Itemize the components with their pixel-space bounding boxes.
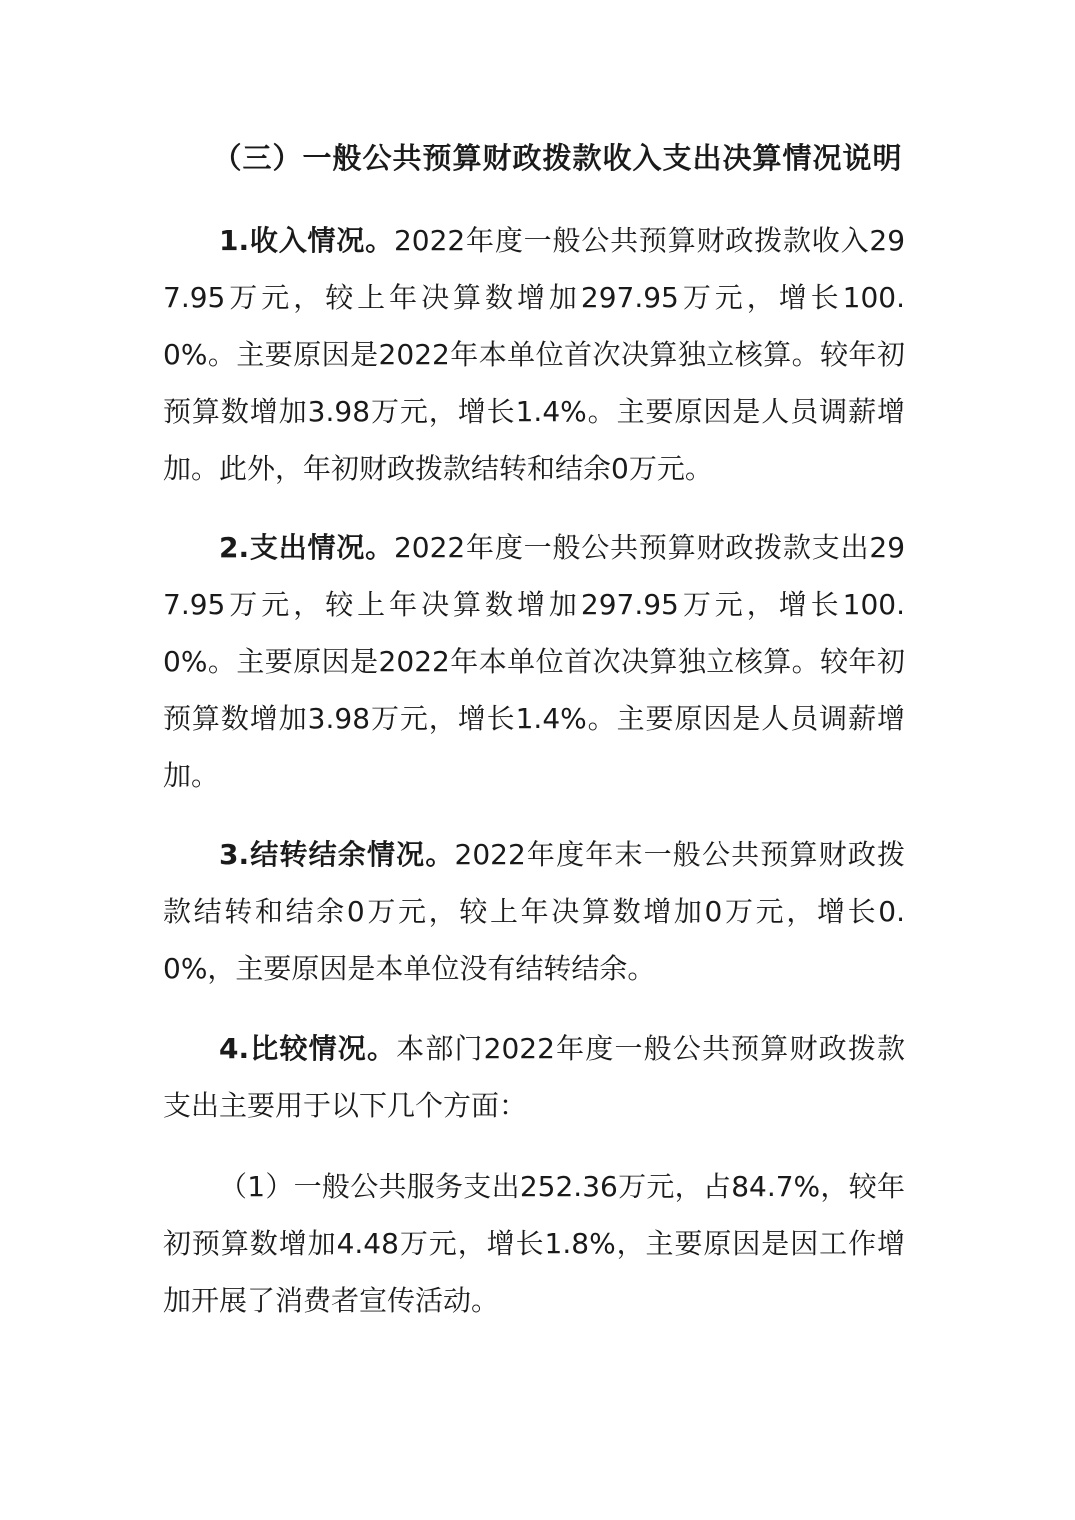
paragraph-income [163,212,905,497]
paragraph-carryover [163,826,905,997]
paragraph-body: 本部门2022年度一般公共预算财政拨款支出主要用于以下几个方面： [163,1032,905,1122]
paragraph-heading: 3.结转结余情况。 [219,838,455,871]
paragraph-body: 2022年度一般公共预算财政拨款支出297.95万元，较上年决算数增加297.95万元，增长100.0%。主要原因是2022年本单位首次决算独立核算。较年初预算数增加3.98万元，增长1.4%。主要原因是人员调薪增加。 [163,531,906,792]
paragraph-body: 2022年度一般公共预算财政拨款收入297.95万元，较上年决算数增加297.95万元，增长100.0%。主要原因是2022年本单位首次决算独立核算。较年初预算数增加3.98万元，增长1.4%。主要原因是人员调薪增加。此外，年初财政拨款结转和结余0万元。 [163,224,906,485]
paragraph-heading: 1.收入情况。 [219,224,394,257]
paragraph-comparison [163,1020,905,1134]
paragraph-expenditure [163,519,905,804]
list-item: （1）一般公共服务支出252.36万元，占84.7%，较年初预算数增加4.48万元，增长1.8%，主要原因是因工作增加开展了消费者宣传活动。 [163,1170,905,1317]
paragraph-body: 2022年度年末一般公共预算财政拨款结转和结余0万元，较上年决算数增加0万元，增长0.0%，主要原因是本单位没有结转结余。 [163,838,905,985]
paragraph-heading: 4.比较情况。 [219,1032,397,1065]
section-title: （三）一般公共预算财政拨款收入支出决算情况说明 [212,141,903,175]
paragraph-heading: 2.支出情况。 [219,531,394,564]
